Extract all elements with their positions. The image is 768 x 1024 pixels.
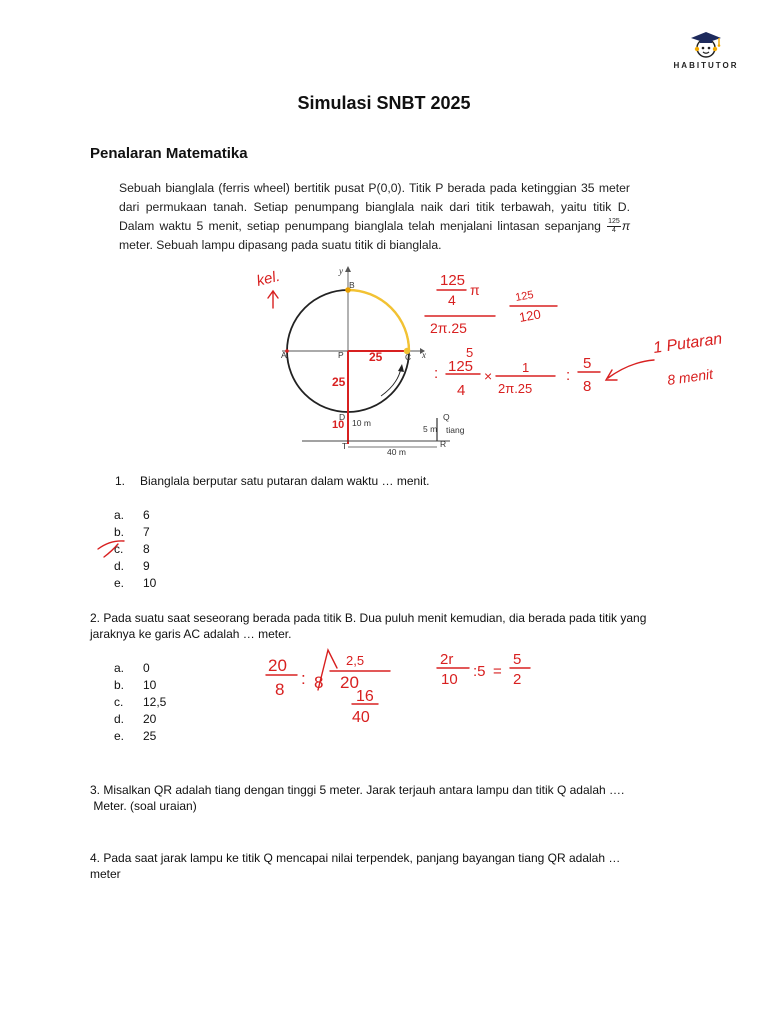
y-axis-arrow-icon bbox=[345, 266, 351, 272]
note-q2-colon: : bbox=[301, 669, 306, 688]
option-value: 20 bbox=[143, 712, 157, 726]
label-a: A bbox=[281, 350, 287, 360]
note-q2-2-5: 2,5 bbox=[346, 653, 365, 668]
note-q2-2r: 2r bbox=[440, 651, 454, 668]
option-2a[interactable] bbox=[114, 660, 150, 676]
problem-text-end: meter. Sebuah lampu dipasang pada suatu titik di bianglala. bbox=[119, 238, 442, 252]
fraction-numerator: 125 bbox=[608, 218, 620, 226]
question-text-line2: jaraknya ke garis AC adalah … meter. bbox=[90, 627, 292, 641]
note-q2-2: 2 bbox=[513, 671, 522, 688]
note-8-menit: 8 menit bbox=[666, 365, 714, 388]
label-x: x bbox=[422, 350, 426, 360]
label-d: D bbox=[339, 412, 346, 422]
note-eq-4: 4 bbox=[457, 382, 466, 399]
option-value: 10 bbox=[143, 678, 157, 692]
option-letter: d. bbox=[114, 559, 125, 573]
note-q2-20: 20 bbox=[268, 656, 287, 675]
question-number: 3. bbox=[90, 783, 101, 797]
note-eq-2pi25: 2π.25 bbox=[498, 381, 533, 396]
note-q2-eq: = bbox=[493, 663, 502, 680]
option-1e[interactable] bbox=[114, 575, 156, 591]
label-r: R bbox=[440, 439, 447, 449]
problem-text: Sebuah bianglala (ferris wheel) bertitik pusat P(0,0). Titik P berada pada ketinggian 35 meter dari permukaan tanah. Setiap penumpang bianglala naik dari titik terbawah, yaitu titik D. Dalam waktu 5 menit, setiap penumpang bianglala telah menjalani lintasan sepanjang bbox=[119, 181, 630, 233]
label-5m: 5 m bbox=[423, 424, 438, 434]
section-title: Penalaran Matematika bbox=[90, 145, 248, 162]
note-10: 10 bbox=[332, 419, 345, 431]
note-25-side: 25 bbox=[332, 375, 346, 389]
option-letter: d. bbox=[114, 712, 125, 726]
option-1c[interactable] bbox=[114, 541, 150, 557]
question-4 bbox=[90, 850, 690, 882]
note-eq-1: 1 bbox=[522, 360, 530, 375]
option-letter: b. bbox=[114, 525, 125, 539]
question-text-line1: Pada suatu saat seseorang berada pada titik B. Dua puluh menit kemudian, dia berada pada titik yang bbox=[103, 611, 647, 625]
note-eq-5top: 5 bbox=[466, 345, 474, 360]
note-right-b: 120 bbox=[517, 306, 542, 325]
option-value: 25 bbox=[143, 729, 157, 743]
note-eq-8: 8 bbox=[583, 378, 592, 395]
document-title: Simulasi SNBT 2025 bbox=[297, 93, 471, 113]
option-letter: e. bbox=[114, 576, 125, 590]
note-eq-eq: : bbox=[566, 367, 571, 384]
label-10m: 10 m bbox=[352, 418, 371, 428]
question-text-line1: Misalkan QR adalah tiang dengan tinggi 5 meter. Jarak terjauh antara lampu dan titik Q adalah …. bbox=[103, 783, 625, 797]
option-2c[interactable] bbox=[114, 694, 166, 710]
note-eq-125: 125 bbox=[448, 358, 474, 375]
note-2pi25: 2π.25 bbox=[430, 320, 467, 336]
option-value: 6 bbox=[143, 508, 150, 522]
question-3 bbox=[90, 782, 690, 814]
brand-name: HABITUTOR bbox=[673, 61, 739, 70]
option-letter: c. bbox=[114, 542, 124, 556]
option-letter: a. bbox=[114, 508, 125, 522]
option-1d[interactable] bbox=[114, 558, 150, 574]
option-value: 12,5 bbox=[143, 695, 167, 709]
note-q2-5b: 5 bbox=[513, 651, 522, 668]
label-40m: 40 m bbox=[387, 447, 406, 457]
pi-symbol: π bbox=[621, 219, 630, 233]
note-q2-20b: 20 bbox=[340, 673, 359, 692]
question-2 bbox=[90, 610, 690, 642]
question-number: 4. bbox=[90, 851, 101, 865]
question-number: 1. bbox=[115, 474, 126, 488]
note-right-a: 125 bbox=[514, 288, 535, 304]
note-kel: kel. bbox=[254, 267, 282, 290]
rotation-arrowhead-icon bbox=[398, 364, 404, 372]
note-q2-8: 8 bbox=[275, 680, 285, 699]
option-letter: b. bbox=[114, 678, 125, 692]
note-q2-40: 40 bbox=[352, 709, 370, 726]
question-text: Bianglala berputar satu putaran dalam waktu … menit. bbox=[140, 474, 430, 488]
arc-b-to-c bbox=[348, 290, 409, 351]
label-c: C bbox=[405, 352, 412, 362]
question-text-line2: Meter. (soal uraian) bbox=[93, 799, 197, 813]
option-letter: a. bbox=[114, 661, 125, 675]
option-2e[interactable] bbox=[114, 728, 156, 744]
note-25-radius: 25 bbox=[369, 350, 383, 364]
note-125: 125 bbox=[440, 272, 466, 289]
label-p: P bbox=[338, 350, 344, 360]
question-text-line2: meter bbox=[90, 867, 121, 881]
note-eq-times: × bbox=[484, 368, 493, 384]
option-value: 7 bbox=[143, 525, 150, 539]
label-tiang: tiang bbox=[446, 425, 465, 435]
question-number: 2. bbox=[90, 611, 101, 625]
option-2b[interactable] bbox=[114, 677, 156, 693]
option-letter: e. bbox=[114, 729, 125, 743]
note-q2-d: 8 bbox=[314, 673, 324, 692]
label-b: B bbox=[349, 280, 355, 290]
note-eq-5: 5 bbox=[583, 355, 592, 372]
note-1-putaran: 1 Putaran bbox=[652, 330, 724, 357]
note-q2-5a: :5 bbox=[473, 663, 486, 680]
option-value: 0 bbox=[143, 661, 150, 675]
note-eq-colon: : bbox=[434, 365, 439, 382]
fraction-denominator: 4 bbox=[612, 227, 616, 235]
label-q: Q bbox=[443, 412, 450, 422]
option-value: 8 bbox=[143, 542, 150, 556]
note-pi: π bbox=[470, 282, 480, 298]
option-1a[interactable] bbox=[114, 507, 150, 523]
option-2d[interactable] bbox=[114, 711, 156, 727]
rotation-arrow bbox=[381, 368, 401, 396]
option-value: 10 bbox=[143, 576, 157, 590]
option-value: 9 bbox=[143, 559, 150, 573]
label-y: y bbox=[339, 266, 343, 276]
note-4: 4 bbox=[448, 292, 456, 308]
note-q2-10: 10 bbox=[441, 671, 458, 688]
note-q2-16: 16 bbox=[356, 688, 374, 705]
question-1 bbox=[115, 473, 430, 489]
option-1b[interactable] bbox=[114, 524, 150, 540]
label-t: T bbox=[342, 441, 348, 451]
question-text-line1: Pada saat jarak lampu ke titik Q mencapai nilai terpendek, panjang bayangan tiang QR adalah … bbox=[103, 851, 621, 865]
option-letter: c. bbox=[114, 695, 124, 709]
